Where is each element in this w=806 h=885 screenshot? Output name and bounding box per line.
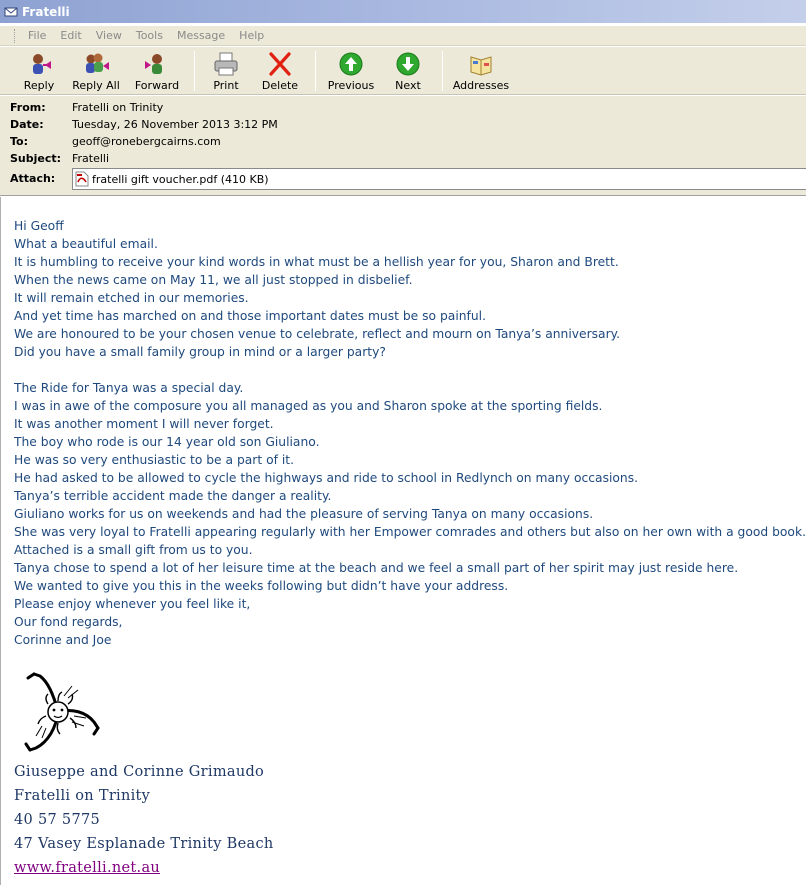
forward-label: Forward: [134, 79, 180, 92]
body-line: Tanya chose to spend a lot of her leisure time at the beach and we feel a small part of her spirit may just reside here.: [14, 561, 739, 575]
pdf-file-icon: [75, 171, 89, 187]
subject-row: [10, 150, 109, 167]
message-body: [0, 197, 806, 885]
delete-x-icon: [266, 51, 294, 77]
body-line: It was another moment I will never forget.: [14, 417, 274, 431]
subject-label: Subject:: [10, 152, 62, 165]
from-label: From:: [10, 101, 46, 114]
menu-help[interactable]: Help: [239, 29, 265, 42]
forward-icon: [143, 51, 171, 77]
addresses-label: Addresses: [452, 79, 510, 92]
delete-button[interactable]: [251, 47, 309, 93]
reply-all-button[interactable]: [66, 47, 126, 93]
menu-tools[interactable]: Tools: [135, 29, 163, 42]
message-header: [0, 96, 806, 196]
window-titlebar: [0, 0, 806, 23]
window-title: Fratelli: [22, 4, 70, 19]
arrow-up-icon: [337, 51, 365, 77]
previous-label: Previous: [327, 79, 375, 92]
reply-icon: [25, 51, 53, 77]
attachment-box[interactable]: [72, 168, 806, 190]
attach-row: [10, 170, 72, 187]
forward-button[interactable]: [126, 47, 188, 93]
signature-phone: 40 57 5775: [14, 812, 101, 828]
from-value[interactable]: Fratelli on Trinity: [72, 101, 164, 114]
toolbar: [0, 47, 806, 95]
toolbar-separator: [194, 51, 195, 91]
reply-button[interactable]: [12, 47, 66, 93]
body-line: It will remain etched in our memories.: [14, 291, 249, 305]
reply-all-label: Reply All: [72, 79, 120, 92]
body-line: Please enjoy whenever you feel like it,: [14, 597, 251, 611]
body-line: Corinne and Joe: [14, 633, 112, 647]
to-row: [10, 133, 221, 150]
body-line: She was very loyal to Fratelli appearing regularly with her Empower comrades and others but also on her own with a good book.: [14, 525, 806, 539]
signature-website-link[interactable]: www.fratelli.net.au: [14, 860, 161, 876]
signature-names: Giuseppe and Corinne Grimaudo: [14, 764, 265, 780]
body-line: Tanya’s terrible accident made the danger a reality.: [14, 489, 332, 503]
toolbar-separator: [315, 51, 316, 91]
message-text: [14, 217, 804, 649]
toolbar-separator: [442, 51, 443, 91]
envelope-icon: [4, 6, 18, 18]
signature-address: 47 Vasey Esplanade Trinity Beach: [14, 836, 274, 852]
body-line: When the news came on May 11, we all just stopped in disbelief.: [14, 273, 413, 287]
body-line: The boy who rode is our 14 year old son Giuliano.: [14, 435, 320, 449]
address-book-icon: [467, 51, 495, 77]
subject-value: Fratelli: [72, 152, 110, 165]
date-value: Tuesday, 26 November 2013 3:12 PM: [72, 118, 278, 131]
print-label: Print: [213, 79, 239, 92]
body-line: I was in awe of the composure you all managed as you and Sharon spoke at the sporting fields.: [14, 399, 603, 413]
body-line: It is humbling to receive your kind words in what must be a hellish year for you, Sharon and Brett.: [14, 255, 619, 269]
body-line: Did you have a small family group in mind or a larger party?: [14, 345, 386, 359]
body-line: He had asked to be allowed to cycle the highways and ride to school in Redlynch on many occasions.: [14, 471, 639, 485]
body-line: Hi Geoff: [14, 219, 64, 233]
body-line: Giuliano works for us on weekends and had the pleasure of serving Tanya on many occasions.: [14, 507, 594, 521]
printer-icon: [212, 51, 240, 77]
reply-all-icon: [82, 51, 110, 77]
addresses-button[interactable]: [449, 47, 513, 93]
paragraph-gap: [14, 361, 804, 379]
signature-business: Fratelli on Trinity: [14, 788, 151, 804]
trinacria-emblem-icon: [14, 666, 102, 758]
body-line: Our fond regards,: [14, 615, 123, 629]
attachment-name[interactable]: fratelli gift voucher.pdf (410 KB): [92, 172, 269, 186]
body-line: We are honoured to be your chosen venue to celebrate, reflect and mourn on Tanya’s anniversary.: [14, 327, 621, 341]
body-line: We wanted to give you this in the weeks following but didn’t have your address.: [14, 579, 509, 593]
menu-grip: [14, 29, 17, 43]
next-label: Next: [395, 79, 421, 92]
body-line: And yet time has marched on and those important dates must be so painful.: [14, 309, 486, 323]
menu-message[interactable]: Message: [176, 29, 226, 42]
delete-label: Delete: [261, 79, 299, 92]
menu-edit[interactable]: Edit: [60, 29, 82, 42]
print-button[interactable]: [201, 47, 251, 93]
to-value[interactable]: geoff@ronebergcairns.com: [72, 135, 221, 148]
menu-view[interactable]: View: [95, 29, 122, 42]
email-signature: [14, 760, 274, 880]
arrow-down-icon: [394, 51, 422, 77]
attach-label: Attach:: [10, 172, 56, 185]
reply-label: Reply: [23, 79, 55, 92]
menu-file[interactable]: File: [28, 29, 47, 42]
next-button[interactable]: [380, 47, 436, 93]
body-line: What a beautiful email.: [14, 237, 158, 251]
body-line: The Ride for Tanya was a special day.: [14, 381, 244, 395]
from-row: [10, 99, 163, 116]
to-label: To:: [10, 135, 28, 148]
previous-button[interactable]: [322, 47, 380, 93]
menu-bar: [0, 26, 806, 46]
body-line: Attached is a small gift from us to you.: [14, 543, 253, 557]
date-row: [10, 116, 278, 133]
body-line: He was so very enthusiastic to be a part of it.: [14, 453, 295, 467]
date-label: Date:: [10, 118, 44, 131]
